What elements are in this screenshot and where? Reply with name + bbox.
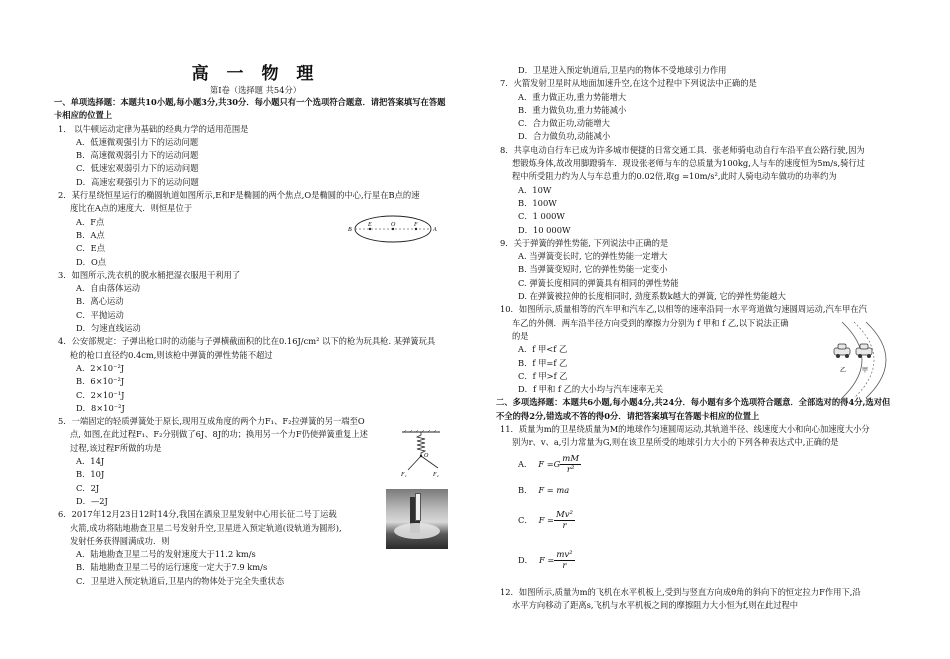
- question-1-option-d: D．高速宏观强引力下的运动问题: [76, 176, 199, 187]
- question-6-stem: 6．2017年12月23日12时14分,我国在酒泉卫星发射中心用长征二号丁运载: [58, 509, 337, 520]
- question-1-option-c: C．低速宏观弱引力下的运动问题: [76, 163, 199, 174]
- question-8: [500, 144, 895, 237]
- question-5-stem: 5．一端固定的轻质弹簧处于原长,现用互成角度的两个力F₁、F₂拉弹簧的另一端至O: [58, 416, 365, 427]
- question-2-stem-cont: 度比在A点的速度大．则恒星位于: [70, 203, 193, 214]
- question-6-option-d: D．卫星进入预定轨道后,卫星内的物体不受地球引力作用: [518, 65, 727, 75]
- focus-f-dot: [415, 228, 417, 230]
- question-11-stem: 11．质量为m的卫星绕质量为M的地球作匀速圆周运动,其轨道半径、线速度大小和向心加速度大小分: [500, 424, 870, 435]
- focus-e-dot: [369, 228, 371, 230]
- question-4-option-d: D．8×10⁻²J: [76, 402, 125, 413]
- question-1-stem: 1． 以牛顿运动定律为基础的经典力学的适用范围是: [58, 123, 249, 134]
- question-11-option-a: [500, 450, 895, 480]
- question-4-stem-cont: 枪的枪口直径约0.4cm,则该枪中弹簧的弹性势能不超过: [70, 349, 273, 360]
- option-a-label: A．: [518, 458, 533, 469]
- question-4-option-b: B．6×10⁻²J: [76, 376, 125, 387]
- question-6-stem-cont: 火箭,成功将陆地勘查卫星二号发射升空,卫星进入预定轨道(设轨道为圆形),: [70, 522, 342, 533]
- question-7-option-d: D．合力做负功,动能减小: [518, 131, 611, 142]
- option-d-denominator: r: [562, 561, 567, 572]
- label-jia: 甲: [862, 367, 869, 374]
- question-2-option-b: B．A点: [76, 229, 105, 240]
- question-11-option-b: [500, 480, 895, 502]
- question-9-option-c: C. 弹簧长度相同的弹簧具有相同的弹性势能: [518, 277, 679, 288]
- question-3-option-b: B．离心运动: [76, 296, 124, 307]
- question-7-option-c: C．合力做正功,动能增大: [518, 118, 610, 129]
- question-3-option-c: C．平抛运动: [76, 309, 124, 320]
- label-o: O: [391, 222, 396, 228]
- question-12-stem-cont: 水平方向移动了距离s,飞机与水平机板之间的摩擦阻力大小恒为f,则在此过程中: [512, 599, 799, 610]
- question-10-stem-cont-2: 的是: [512, 330, 529, 341]
- option-a-lhs: F =G: [538, 458, 561, 469]
- rocket-body: [415, 493, 421, 521]
- exam-subtitle: 第Ⅰ卷（选择题 共54分）: [209, 85, 302, 95]
- question-5-option-b: B．10J: [76, 469, 105, 480]
- option-a-numerator: mM: [562, 454, 580, 465]
- question-3-stem: 3．如图所示,洗衣机的脱水桶把湿衣服甩干利用了: [58, 269, 241, 280]
- question-11-option-c: [500, 502, 895, 540]
- question-10-option-b: B．f 甲=f 乙: [518, 357, 568, 368]
- question-8-stem: 8．共享电动自行车已成为许多城市便捷的日常交通工具．张老师骑电动自行车沿平直公路行驶,因为: [500, 144, 865, 155]
- question-2-stem: 2．某行星绕恒星运行的椭圆轨道如图所示,E和F是椭圆的两个焦点,O是椭圆的中心,行星在B点的速: [58, 190, 420, 201]
- question-8-stem-cont: 想锻炼身体,故改用脚蹬骑车．现设张老师与车的总质量为100kg,人与车的速度恒为5m/s,骑行过: [512, 158, 865, 169]
- question-10-stem: 10．如图所示,质量相等的汽车甲和汽车乙,以相等的速率沿同一水平弯道做匀速圆周运动,汽车甲在汽: [500, 304, 867, 315]
- question-5-option-d: D．—2J: [76, 495, 108, 506]
- option-c-denominator: r: [562, 521, 567, 532]
- question-12-stem: 12．如图所示,质量为m的飞机在水平机板上,受到与竖直方向成θ角的斜向下的恒定拉力F作用下,沿: [500, 586, 861, 597]
- question-4: [58, 335, 453, 415]
- label-yi: 乙: [840, 367, 847, 374]
- spring-force-figure: [398, 430, 444, 478]
- question-1-option-a: A．低速微观强引力下的运动问题: [76, 136, 199, 147]
- option-d-fraction: [554, 550, 574, 571]
- section-1-heading: 一、单项选择题：本题共10小题,每小题3分,共30分．每小题只有一个选项符合题意．请把答案填写在答题卡相应的位置上: [54, 97, 446, 121]
- question-10-stem-cont: 车乙的外侧．两车沿半径方向受到的摩擦力分别为 f 甲和 f 乙,以下说法正确: [512, 317, 789, 328]
- question-9-stem: 9．关于弹簧的弹性势能, 下列说法中正确的是: [500, 237, 669, 248]
- option-a-fraction: [560, 454, 581, 475]
- question-9-option-b: B. 当弹簧变短时, 它的弹性势能一定变小: [518, 264, 668, 275]
- question-8-option-b: B．100W: [518, 197, 557, 208]
- label-a: A: [433, 227, 437, 233]
- curve-road-cars-figure: [822, 320, 892, 400]
- question-4-option-c: C．2×10⁻¹J: [76, 389, 125, 400]
- question-7: [500, 77, 895, 143]
- option-b-expr: F = ma: [538, 484, 570, 495]
- section-2-heading: 二、多项选择题：本题共6小题,每小题4分,共24分．每小题有多个选项符合题意．全部选对的得4分,选对但不全的得2分,错选或不答的得0分．请把答案填写在答题卡相应的位置上: [496, 397, 891, 421]
- car-jia: [856, 344, 872, 358]
- question-11: [500, 423, 895, 582]
- question-5-option-c: C．2J: [76, 482, 100, 493]
- label-o: O: [424, 453, 429, 459]
- question-3-option-d: D．匀速直线运动: [76, 323, 141, 334]
- option-d-label: D．: [518, 554, 533, 565]
- road-middle-arc: [854, 322, 874, 398]
- label-f2: F₂: [433, 472, 439, 478]
- question-7-stem: 7．火箭发射卫星时从地面加速升空,在这个过程中下列说法中正确的是: [500, 78, 757, 89]
- question-5-stem-cont: 点, 如图,在此过程F₁、F₂分别做了6J、8J的功；换用另一个力F仍使弹簧重复上述: [70, 429, 368, 440]
- question-2-option-a: A．F点: [76, 216, 105, 227]
- question-8-stem-cont-2: 程中所受阻力约为人与车总重力的0.02倍,取g =10m/s²,此时人骑电动车做功的功率约为: [512, 171, 837, 182]
- question-3-option-a: A．自由落体运动: [76, 283, 141, 294]
- label-f: F: [414, 222, 418, 228]
- question-5-option-a: A．14J: [76, 456, 105, 467]
- option-b-label: B．: [518, 484, 533, 495]
- option-c-lhs: F =: [538, 514, 555, 525]
- question-9-option-d: D. 在弹簧被拉伸的长度相同时, 劲度系数k越大的弹簧, 它的弹性势能越大: [518, 291, 786, 302]
- question-4-option-a: A．2×10⁻²J: [76, 362, 125, 373]
- road-outer-arc: [866, 322, 886, 398]
- car-yi: [834, 344, 850, 358]
- question-2-option-d: D．O点: [76, 256, 107, 267]
- question-4-stem: 4．公安部规定：子弹出枪口时的动能与子弹横截面积的比在0.16J/cm² 以下的枪为玩具枪. 某弹簧玩具: [58, 336, 436, 347]
- question-5-stem-cont-2: 过程,该过程F所做的功是: [70, 442, 162, 453]
- question-11-option-d: [500, 540, 895, 582]
- question-8-option-a: A．10W: [518, 184, 552, 195]
- question-1-option-b: B．高速微观弱引力下的运动问题: [76, 150, 199, 161]
- exhaust-plume: [394, 523, 440, 539]
- question-11-stem-cont: 别为r、v、a,引力常量为G,则在该卫星所受的地球引力大小的下列各种表达式中,正确的是: [512, 437, 839, 448]
- question-6-stem-cont-2: 发射任务获得圆满成功．则: [70, 535, 170, 546]
- label-f1: F₁: [401, 472, 407, 478]
- option-c-label: C．: [518, 514, 533, 525]
- question-7-option-a: A．重力做正功,重力势能增大: [518, 91, 627, 102]
- question-10-option-c: C．f 甲>f 乙: [518, 370, 568, 381]
- option-c-numerator: Mv²: [556, 510, 573, 521]
- option-d-numerator: mv²: [556, 550, 573, 561]
- question-1: [58, 123, 453, 189]
- option-a-denominator: r²: [566, 465, 575, 476]
- question-7-option-b: B．重力做负功,重力势能减小: [518, 104, 627, 115]
- question-9: [500, 237, 895, 303]
- question-10-option-a: A．f 甲<f 乙: [518, 344, 568, 355]
- question-6-option-b: B．陆地勘查卫星二号的运行速度一定大于7.9 km/s: [76, 562, 268, 573]
- label-e: E: [368, 222, 372, 228]
- question-8-option-d: D．10 000W: [518, 224, 571, 235]
- question-10-option-d: D．f 甲和 f 乙的大小均与汽车速率无关: [518, 384, 664, 395]
- question-8-option-c: C．1 000W: [518, 211, 565, 222]
- option-d-lhs: F =: [538, 554, 555, 565]
- question-2-option-c: C．E点: [76, 243, 105, 254]
- rocket-launch-photo: [386, 489, 448, 549]
- question-3: [58, 269, 453, 335]
- question-6-option-a: A．陆地勘查卫星二号的发射速度大于11.2 km/s: [76, 549, 256, 560]
- label-b: B: [348, 227, 352, 233]
- question-6-option-c: C．卫星进入预定轨道后,卫星内的物体处于完全失重状态: [76, 575, 285, 586]
- question-9-option-a: A. 当弹簧变长时, 它的弹性势能一定增大: [518, 251, 668, 262]
- option-c-fraction: [554, 510, 575, 531]
- force-f1-arrow: [408, 456, 421, 470]
- road-inner-arc: [842, 322, 862, 398]
- exam-title: 高 一 物 理: [191, 64, 320, 84]
- center-o-dot: [392, 228, 394, 230]
- ellipse-orbit-figure: [348, 213, 438, 245]
- question-12: [500, 586, 895, 613]
